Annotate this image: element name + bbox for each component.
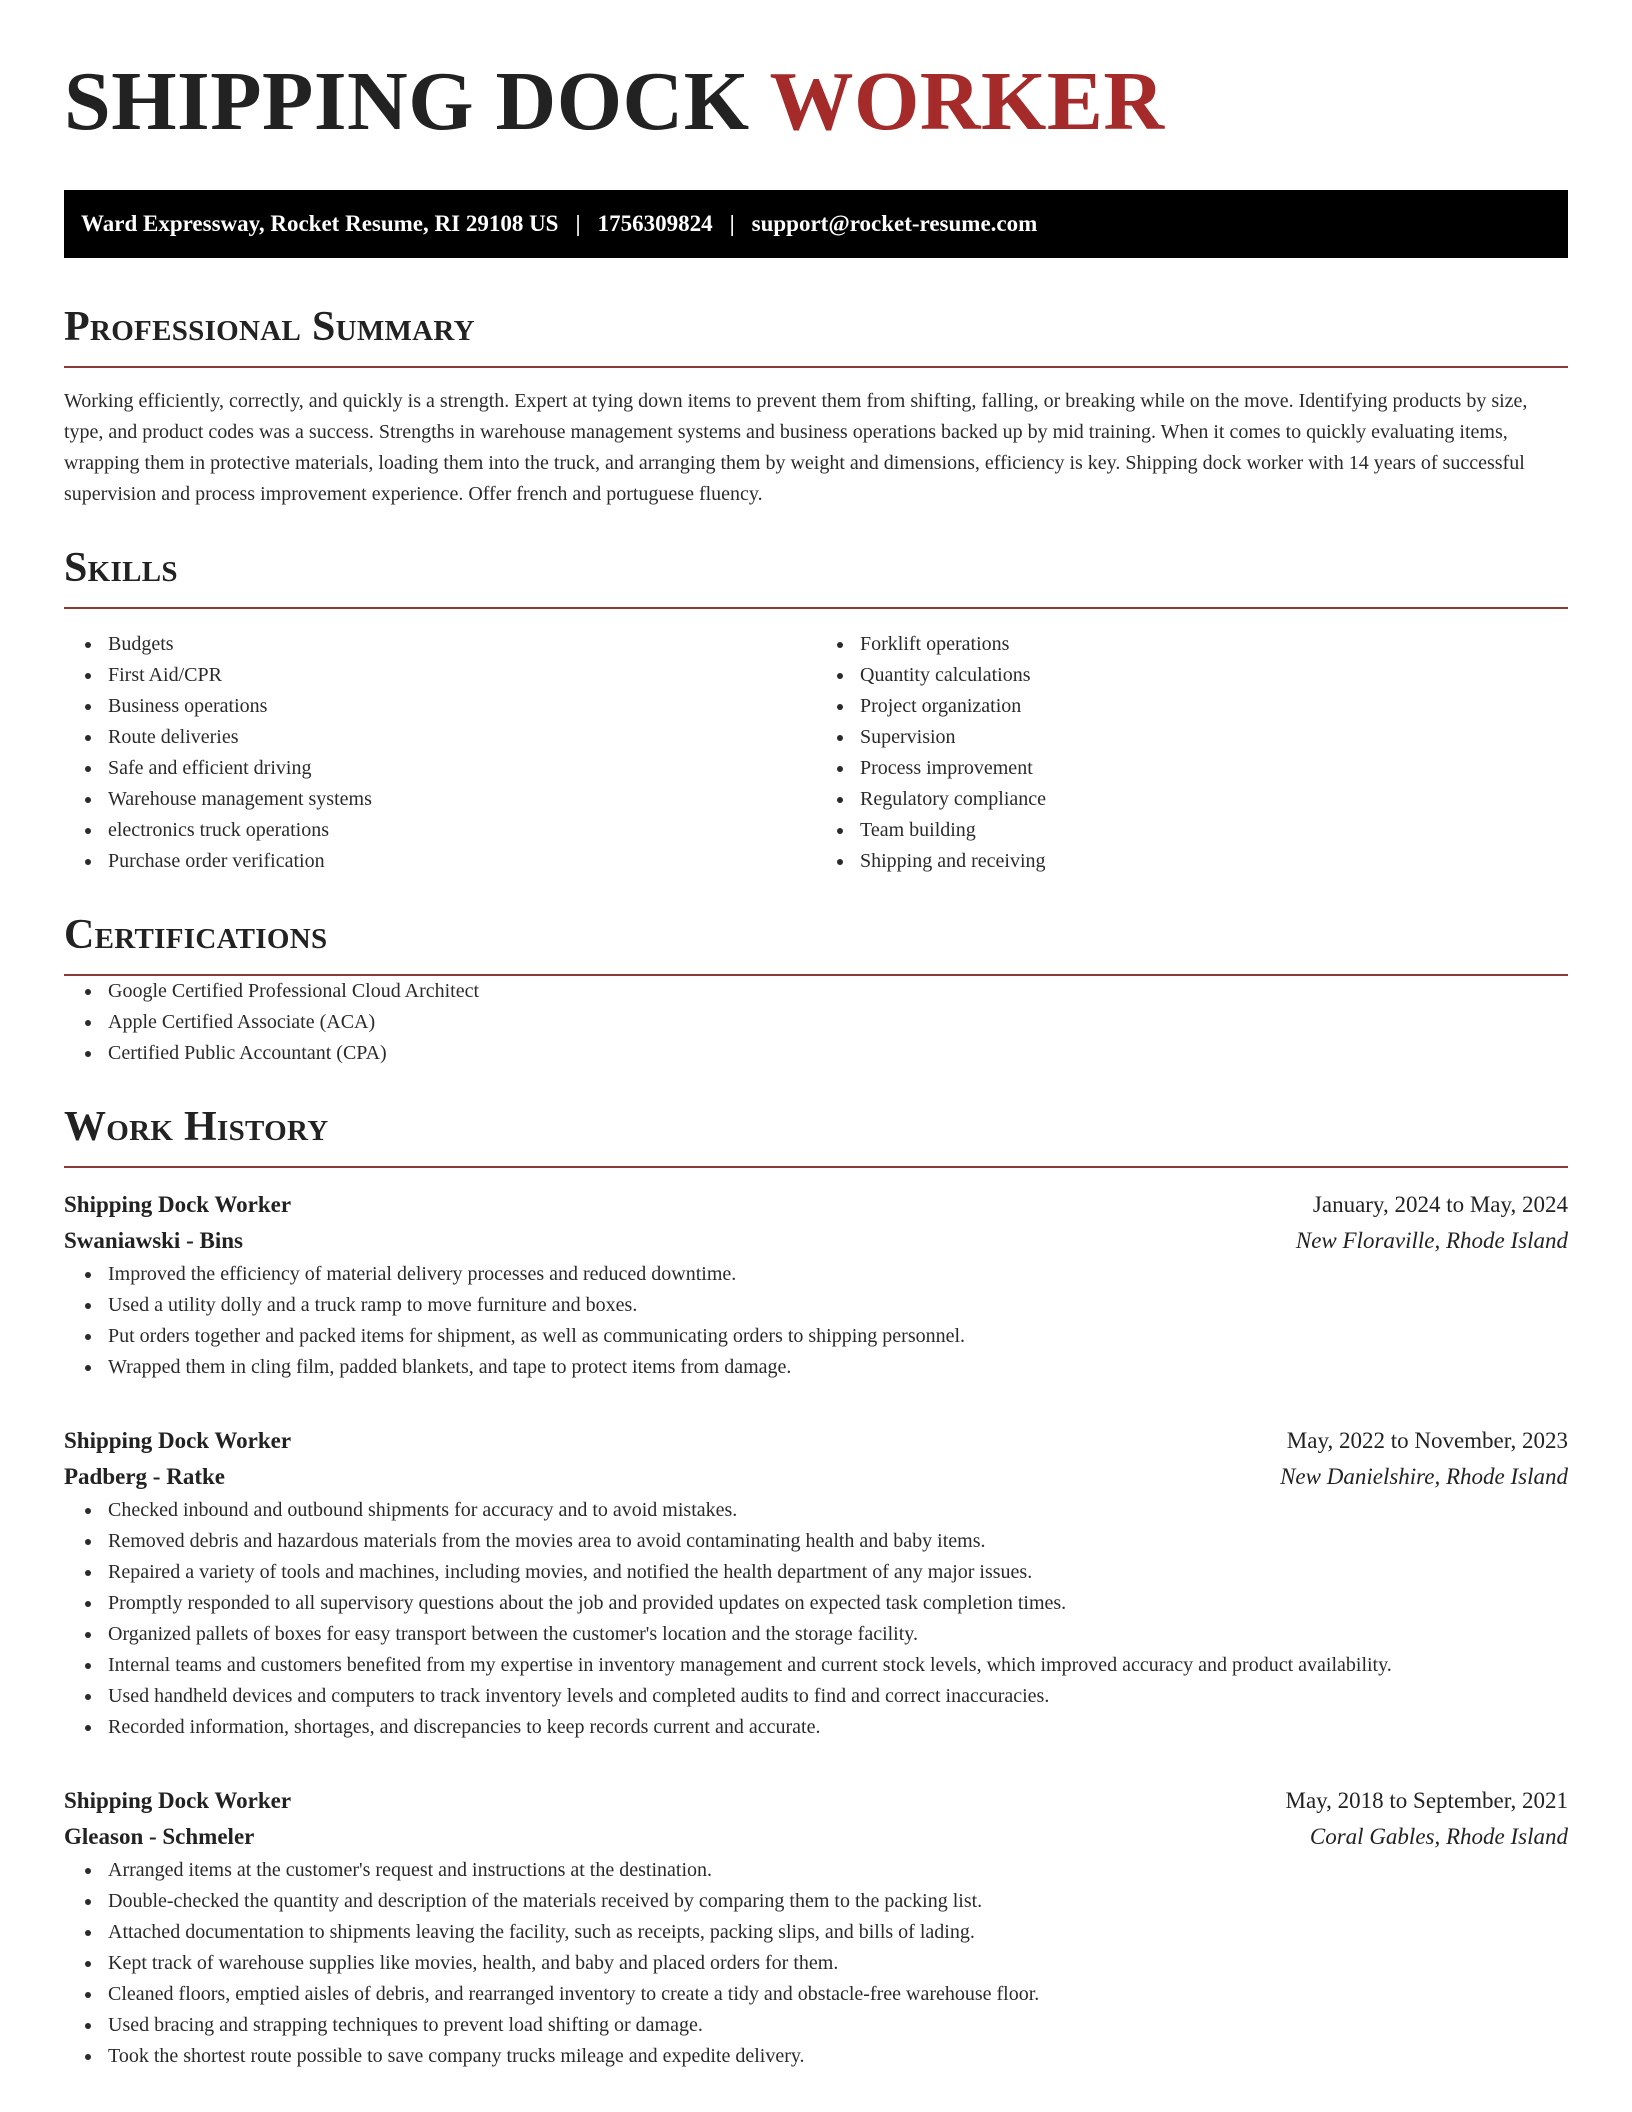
skill-item: Safe and efficient driving — [108, 753, 816, 784]
job-company: Padberg - Ratke — [64, 1464, 225, 1489]
section-title-skills: Skills — [64, 545, 178, 591]
skill-item: electronics truck operations — [108, 815, 816, 846]
job-bullet: Organized pallets of boxes for easy transport between the customer's location and the storage facility. — [108, 1619, 1568, 1650]
skill-item: Team building — [860, 815, 1568, 846]
job-location: New Danielshire, Rhode Island — [1280, 1464, 1568, 1489]
certification-item: Certified Public Accountant (CPA) — [108, 1038, 1568, 1069]
contact-separator: | — [575, 211, 581, 236]
name-primary: SHIPPING DOCK — [64, 55, 750, 148]
job-bullet: Wrapped them in cling film, padded blankets, and tape to protect items from damage. — [108, 1352, 1568, 1383]
skill-item: Purchase order verification — [108, 846, 816, 877]
job-header-row — [64, 1423, 1568, 1459]
certifications-section — [64, 911, 1568, 1069]
job-title: Shipping Dock Worker — [64, 1192, 292, 1217]
contact-address: Ward Expressway, Rocket Resume, RI 29108 US — [81, 211, 559, 236]
job-entry — [64, 1783, 1568, 2072]
job-dates: May, 2022 to November, 2023 — [1286, 1428, 1568, 1453]
job-bullet: Cleaned floors, emptied aisles of debris, and rearranged inventory to create a tidy and obstacle-free warehouse floor. — [108, 1979, 1568, 2010]
skill-item: Route deliveries — [108, 722, 816, 753]
job-bullets — [64, 1855, 1568, 2072]
skill-item: First Aid/CPR — [108, 660, 816, 691]
section-divider — [64, 366, 1568, 368]
job-header-row — [64, 1187, 1568, 1223]
job-title: Shipping Dock Worker — [64, 1788, 292, 1813]
section-divider — [64, 1166, 1568, 1168]
section-title-certifications: Certifications — [64, 912, 328, 958]
job-location: Coral Gables, Rhode Island — [1309, 1824, 1568, 1849]
job-bullet: Attached documentation to shipments leaving the facility, such as receipts, packing slips, and bills of lading. — [108, 1917, 1568, 1948]
skills-list-left — [64, 629, 816, 877]
job-bullet: Used a utility dolly and a truck ramp to move furniture and boxes. — [108, 1290, 1568, 1321]
job-bullet: Repaired a variety of tools and machines, including movies, and notified the health department of any major issues. — [108, 1557, 1568, 1588]
work-history-section — [64, 1103, 1568, 2072]
skill-item: Budgets — [108, 629, 816, 660]
job-bullet: Took the shortest route possible to save company trucks mileage and expedite delivery. — [108, 2041, 1568, 2072]
job-bullet: Double-checked the quantity and description of the materials received by comparing them to the packing list. — [108, 1886, 1568, 1917]
job-dates: May, 2018 to September, 2021 — [1285, 1788, 1568, 1813]
certification-item: Google Certified Professional Cloud Architect — [108, 976, 1568, 1007]
job-company: Swaniawski - Bins — [64, 1228, 243, 1253]
section-title-work-history: Work History — [64, 1104, 329, 1150]
job-bullet: Improved the efficiency of material delivery processes and reduced downtime. — [108, 1259, 1568, 1290]
summary-section — [64, 303, 1568, 510]
skills-columns — [64, 629, 1568, 877]
skill-item: Warehouse management systems — [108, 784, 816, 815]
job-bullet: Recorded information, shortages, and discrepancies to keep records current and accurate. — [108, 1712, 1568, 1743]
job-entry — [64, 1423, 1568, 1743]
skill-item: Forklift operations — [860, 629, 1568, 660]
contact-phone: 1756309824 — [597, 211, 713, 236]
skills-section — [64, 544, 1568, 877]
certification-item: Apple Certified Associate (ACA) — [108, 1007, 1568, 1038]
job-bullet: Internal teams and customers benefited from my expertise in inventory management and current stock levels, which improved accuracy and product availability. — [108, 1650, 1568, 1681]
skill-item: Shipping and receiving — [860, 846, 1568, 877]
job-company: Gleason - Schmeler — [64, 1824, 255, 1849]
job-entry — [64, 1187, 1568, 1383]
skill-item: Regulatory compliance — [860, 784, 1568, 815]
job-title: Shipping Dock Worker — [64, 1428, 292, 1453]
skill-item: Quantity calculations — [860, 660, 1568, 691]
job-company-row — [64, 1223, 1568, 1259]
job-bullet: Arranged items at the customer's request and instructions at the destination. — [108, 1855, 1568, 1886]
job-bullet: Put orders together and packed items for shipment, as well as communicating orders to shipping personnel. — [108, 1321, 1568, 1352]
job-company-row — [64, 1459, 1568, 1495]
skill-item: Business operations — [108, 691, 816, 722]
contact-email: support@rocket-resume.com — [751, 211, 1038, 236]
job-bullets — [64, 1259, 1568, 1383]
job-bullet: Used handheld devices and computers to track inventory levels and completed audits to find and correct inaccuracies. — [108, 1681, 1568, 1712]
certifications-list — [64, 976, 1568, 1069]
skill-item: Project organization — [860, 691, 1568, 722]
section-divider — [64, 607, 1568, 609]
skills-list-right — [816, 629, 1568, 877]
job-header-row — [64, 1783, 1568, 1819]
summary-text: Working efficiently, correctly, and quickly is a strength. Expert at tying down items to prevent them from shifting, falling, or breaking while on the move. Identifying products by size, type, and product codes was a success. Strengths in warehouse management systems and business operations backed up by mid training. When it comes to quickly evaluating items, wrapping them in protective materials, loading them into the truck, and arranging them by weight and dimensions, efficiency is key. Shipping dock worker with 14 years of successful supervision and process improvement experience. Offer french and portuguese fluency. — [64, 390, 1528, 505]
job-dates: January, 2024 to May, 2024 — [1312, 1192, 1568, 1217]
contact-bar — [64, 190, 1568, 258]
job-company-row — [64, 1819, 1568, 1855]
job-location: New Floraville, Rhode Island — [1295, 1228, 1568, 1253]
skill-item: Supervision — [860, 722, 1568, 753]
job-bullets — [64, 1495, 1568, 1743]
job-bullet: Used bracing and strapping techniques to prevent load shifting or damage. — [108, 2010, 1568, 2041]
contact-separator: | — [729, 211, 735, 236]
resume-name — [64, 55, 1568, 148]
job-bullet: Removed debris and hazardous materials from the movies area to avoid contaminating health and baby items. — [108, 1526, 1568, 1557]
job-bullet: Checked inbound and outbound shipments for accuracy and to avoid mistakes. — [108, 1495, 1568, 1526]
name-accent: WORKER — [769, 55, 1165, 148]
section-title-summary: Professional Summary — [64, 304, 475, 350]
job-bullet: Kept track of warehouse supplies like movies, health, and baby and placed orders for them. — [108, 1948, 1568, 1979]
skill-item: Process improvement — [860, 753, 1568, 784]
job-bullet: Promptly responded to all supervisory questions about the job and provided updates on expected task completion times. — [108, 1588, 1568, 1619]
